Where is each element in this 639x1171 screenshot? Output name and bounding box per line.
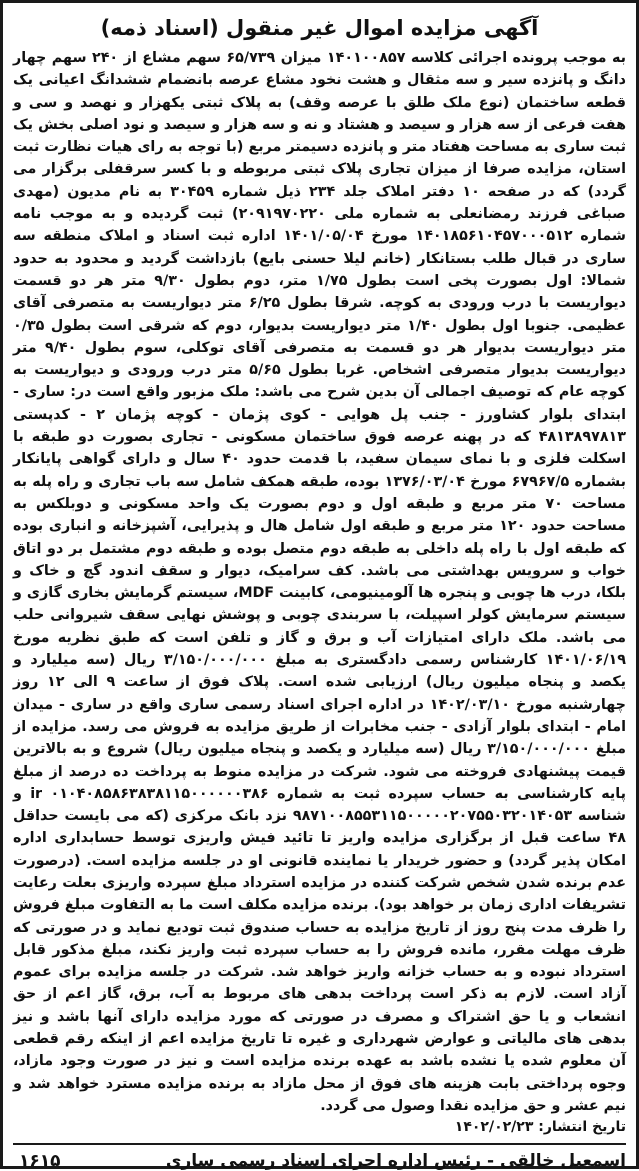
publish-date: تاریخ انتشار: ۱۴۰۲/۰۲/۲۳: [454, 1119, 626, 1136]
notice-code: ۱۶۱۵: [19, 1151, 61, 1171]
notice-title: آگهی مزایده اموال غیر منقول (اسناد ذمه): [100, 16, 539, 40]
notice-body: [13, 47, 626, 1137]
signature: اسمعیل خالقی - رئیس اداره اجرای اسناد رسمی ساری: [165, 1151, 626, 1171]
notice-footer: [13, 1143, 626, 1171]
notice-body-text: به موجب پرونده اجرائی کلاسه ۱۴۰۱۰۰۸۵۷ میزان ۶۵/۷۳۹ سهم مشاع از ۲۴۰ سهم چهار دانگ و پانزده سیر و سه مثقال و هشت نخود مشاع عرصه بانضمام ششدانگ اعیانی یک قطعه ساختمان (نوع ملک طلق با عرصه وقف) به پلاک ثبتی یکهزار و نهصد و سی و هفت فرعی از سه هزار و سیصد و هشتاد و نه و سه هزار و سیصد و نود اصلی بخش یک ثبت ساری به مساحت هفتاد متر و پانزده دسیمتر مربع (با توجه به رای هیات نظارت ثبت استان، مزایده صرفا از میزان تجاری پلاک ثبتی مربوطه و با کسر سرقفلی برگزار می گردد) که در صفحه ۱۰ دفتر املاک جلد ۲۳۴ ذیل شماره ۳۰۴۵۹ به نام مدیون (مهدی صباغی فرزند رمضانعلی به شماره ملی ۲۰۹۱۹۷۰۲۲۰) ثبت گردیده و به موجب نامه شماره ۱۴۰۱۸۵۶۱۰۴۵۷۰۰۰۵۱۲ مورخ ۱۴۰۱/۰۵/۰۴ اداره ثبت اسناد و املاک منطقه سه ساری در قبال طلب بستانکار (خانم لیلا حسنی بایع) بازداشت گردید و محدود به حدود شمالا: اول بصورت پخی است بطول ۱/۷۵ متر، دوم بطول ۹/۳۰ متر هر دو قسمت دیواریست با درب ورودی به کوچه. شرقا بطول ۶/۲۵ متر دیواریست به متصرفی آقای عظیمی. جنوبا اول بطول ۱/۴۰ متر دیواریست بدیوار، دوم که شرقی است بطول ۰/۳۵ متر دیواریست بدیوار هر دو قسمت به متصرفی آقای توکلی، سوم بطول ۹/۴۰ متر دیواریست بدیوار متصرفی اشخاص. غربا بطول ۵/۶۵ متر درب ورودی و دیواریست به کوچه عام که توصیف اجمالی آن بدین شرح می باشد: ملک مزبور واقع است در: ساری - ابتدای بلوار کشاورز - جنب پل هوایی - کوی پژمان - کوچه پژمان ۲ - کدپستی ۴۸۱۳۸۹۷۸۱۳ که در پهنه عرصه فوق ساختمان مسکونی - تجاری بصورت دو طبقه با اسکلت فلزی و با نمای سیمان سفید، با قدمت حدود ۴۰ سال و دارای گواهی پایانکار بشماره ۶۷۹۶۷/۵ مورخ ۱۳۷۶/۰۳/۰۴ بوده، طبقه همکف شامل سه باب تجاری و راه پله به مساحت ۷۰ متر مربع و طبقه اول و دوم بصورت یک واحد مسکونی و دوبلکس به مساحت حدود ۱۲۰ متر مربع و طبقه اول شامل هال و پذیرایی، آشپزخانه و انباری بوده که طبقه اول با راه پله داخلی به طبقه دوم متصل بوده و طبقه دوم مشتمل بر دو اتاق خواب و سرویس بهداشتی می باشد. کف سرامیک، دیوار و سقف اندود گچ و خاک و بلکا، درب ها چوبی و پنجره ها آلومینیومی، کابینت MDF، سیستم گرمایش بخاری گازی و سیستم سرمایش کولر اسپیلت، با سربندی چوبی و پوشش نهایی سقف شیروانی حلب می باشد. ملک دارای امتیازات آب و برق و گاز و تلفن است که طبق نظریه مورخ ۱۴۰۱/۰۶/۱۹ کارشناس رسمی دادگستری به مبلغ ۳/۱۵۰/۰۰۰/۰۰۰ ریال (سه میلیارد و یکصد و پنجاه میلیون ریال) ارزیابی شده است. پلاک فوق از ساعت ۹ الی ۱۲ روز چهارشنبه مورخ ۱۴۰۲/۰۳/۱۰ در اداره اجرای اسناد رسمی ساری واقع در ساری - میدان امام - ابتدای بلوار آزادی - جنب مخابرات از طریق مزایده به فروش می رسد. مزایده از مبلغ ۳/۱۵۰/۰۰۰/۰۰۰ ریال (سه میلیارد و یکصد و پنجاه میلیون ریال) شروع و به بالاترین قیمت پیشنهادی فروخته می شود. شرکت در مزایده منوط به پرداخت ده درصد از مبلغ پایه کارشناسی به حساب سپرده ثبت به شماره ۰۱۰۴۰۸۵۸۶۳۸۳۸۱۱۵۰۰۰۰۰۰۳۸۶ ir و شناسه ۹۸۷۱۰۰۸۵۵۳۱۱۵۰۰۰۰۰۲۰۷۵۵۰۳۲۰۱۴۰۵۳ نزد بانک مرکزی (که می بایست حداقل ۴۸ ساعت قبل از برگزاری مزایده واریز تا تائید فیش واریزی توسط حسابداری اداره امکان پذیر گردد) و حضور خریدار یا نماینده قانونی او در جلسه مزایده است. (درصورت عدم برنده شدن شخص شرکت کننده در مزایده استرداد مبلغ سپرده واریزی بعلت رعایت تشریفات اداری زمان بر خواهد بود). برنده مزایده مکلف است ما به التفاوت مبلغ فروش را ظرف مدت پنج روز از تاریخ مزایده به حساب صندوق ثبت تودیع نماید و در صورتی که ظرف مهلت مقرر، مانده فروش را به حساب سپرده ثبت واریز نکند، مبلغ مذکور قابل استرداد نبوده و به حساب خزانه واریز خواهد شد. شرکت در جلسه مزایده برای عموم آزاد است. لازم به ذکر است پرداخت بدهی های مربوط به آب، برق، گاز اعم از حق انشعاب و یا حق اشتراک و مصرف در صورتی که مورد مزایده دارای آنها باشد و نیز بدهی های مالیاتی و عوارض شهرداری و غیره تا تاریخ مزایده اعم از اینکه رقم قطعی آن معلوم شده یا نشده باشد به عهده برنده مزایده است و نیز در صورت وجود مازاد، وجوه پرداختی بابت هزینه های فوق از محل مازاد به برنده مزایده مسترد خواهد شد و نیم عشر و حق مزایده نقدا وصول می گردد.: [13, 50, 627, 1114]
